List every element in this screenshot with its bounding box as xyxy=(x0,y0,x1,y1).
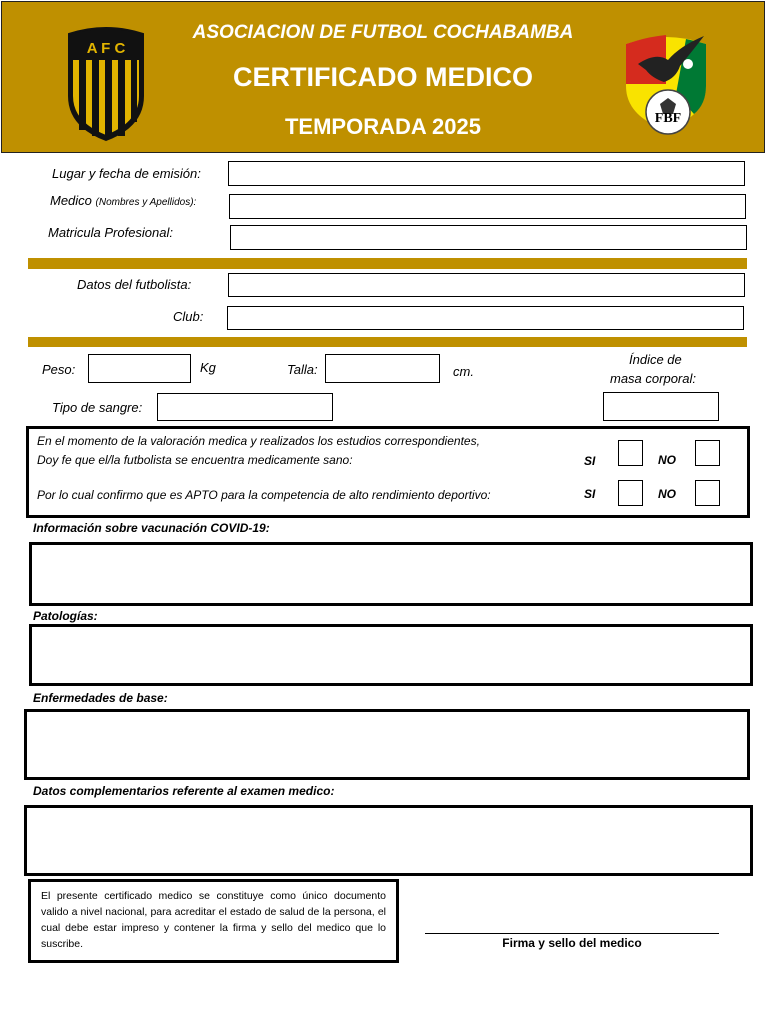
fbf-logo-text: FBF xyxy=(654,111,682,126)
sano-si-label: SI xyxy=(584,454,596,468)
document-title: CERTIFICADO MEDICO xyxy=(233,62,533,92)
patologias-section-label: Patologías: xyxy=(33,609,98,623)
sano-no-label: NO xyxy=(658,453,676,467)
complementarios-section-label: Datos complementarios referente al examen medico: xyxy=(33,784,335,798)
declaration-line-1: En el momento de la valoración medica y realizados los estudios correspondientes, xyxy=(37,434,480,448)
imc-field[interactable] xyxy=(603,392,719,421)
lugar-fecha-label: Lugar y fecha de emisión: xyxy=(52,166,201,181)
medico-sub-label: (Nombres y Apellidos): xyxy=(95,197,197,208)
divider-bar xyxy=(28,337,747,347)
talla-label: Talla: xyxy=(287,362,318,377)
legal-note-text: El presente certificado medico se constituye como único documento valido a nivel nacional, para acreditar el estado de salud de la persona, el cual debe estar impreso y contener la firma y sello del medico que lo suscribe. xyxy=(41,890,386,950)
tipo-sangre-label: Tipo de sangre: xyxy=(52,400,143,415)
divider-bar xyxy=(28,258,747,269)
club-field[interactable] xyxy=(227,306,744,330)
cm-unit: cm. xyxy=(453,364,474,379)
medico-field[interactable] xyxy=(229,194,746,219)
apto-si-label: SI xyxy=(584,487,596,501)
club-label: Club: xyxy=(173,309,204,324)
enfermedades-section-label: Enfermedades de base: xyxy=(33,691,168,705)
declaration-box xyxy=(26,426,750,518)
tipo-sangre-field[interactable] xyxy=(157,393,333,421)
association-name: ASOCIACION DE FUTBOL COCHABAMBA xyxy=(192,22,574,43)
declaration-line-2: Doy fe que el/la futbolista se encuentra medicamente sano: xyxy=(37,453,353,467)
apto-si-checkbox[interactable] xyxy=(618,480,643,506)
declaration-line-3: Por lo cual confirmo que es APTO para la competencia de alto rendimiento deportivo: xyxy=(37,488,491,502)
imc-label-line1: Índice de xyxy=(629,352,682,367)
covid-section-label: Información sobre vacunación COVID-19: xyxy=(33,521,270,535)
afc-logo-text: A F C xyxy=(86,40,126,57)
peso-field[interactable] xyxy=(88,354,191,383)
apto-no-label: NO xyxy=(658,487,676,501)
imc-label-line2: masa corporal: xyxy=(610,371,696,386)
sano-si-checkbox[interactable] xyxy=(618,440,643,466)
talla-field[interactable] xyxy=(325,354,440,383)
datos-futbolista-label: Datos del futbolista: xyxy=(77,277,192,292)
sano-no-checkbox[interactable] xyxy=(695,440,720,466)
apto-no-checkbox[interactable] xyxy=(695,480,720,506)
signature-label: Firma y sello del medico xyxy=(502,936,642,950)
lugar-fecha-field[interactable] xyxy=(228,161,745,186)
enfermedades-textarea[interactable] xyxy=(24,709,750,780)
header-banner xyxy=(1,1,765,153)
legal-note-box xyxy=(28,879,399,963)
patologias-textarea[interactable] xyxy=(29,624,753,686)
datos-futbolista-field[interactable] xyxy=(228,273,745,297)
fbf-federation-logo xyxy=(616,24,716,140)
matricula-label: Matricula Profesional: xyxy=(48,225,173,240)
kg-unit: Kg xyxy=(200,360,216,375)
medico-label: Medico (Nombres y Apellidos): xyxy=(50,193,197,208)
season-label: TEMPORADA 2025 xyxy=(284,114,481,139)
matricula-field[interactable] xyxy=(230,225,747,250)
covid-textarea[interactable] xyxy=(29,542,753,606)
peso-label: Peso: xyxy=(42,362,76,377)
signature-line xyxy=(425,933,719,934)
complementarios-textarea[interactable] xyxy=(24,805,753,876)
